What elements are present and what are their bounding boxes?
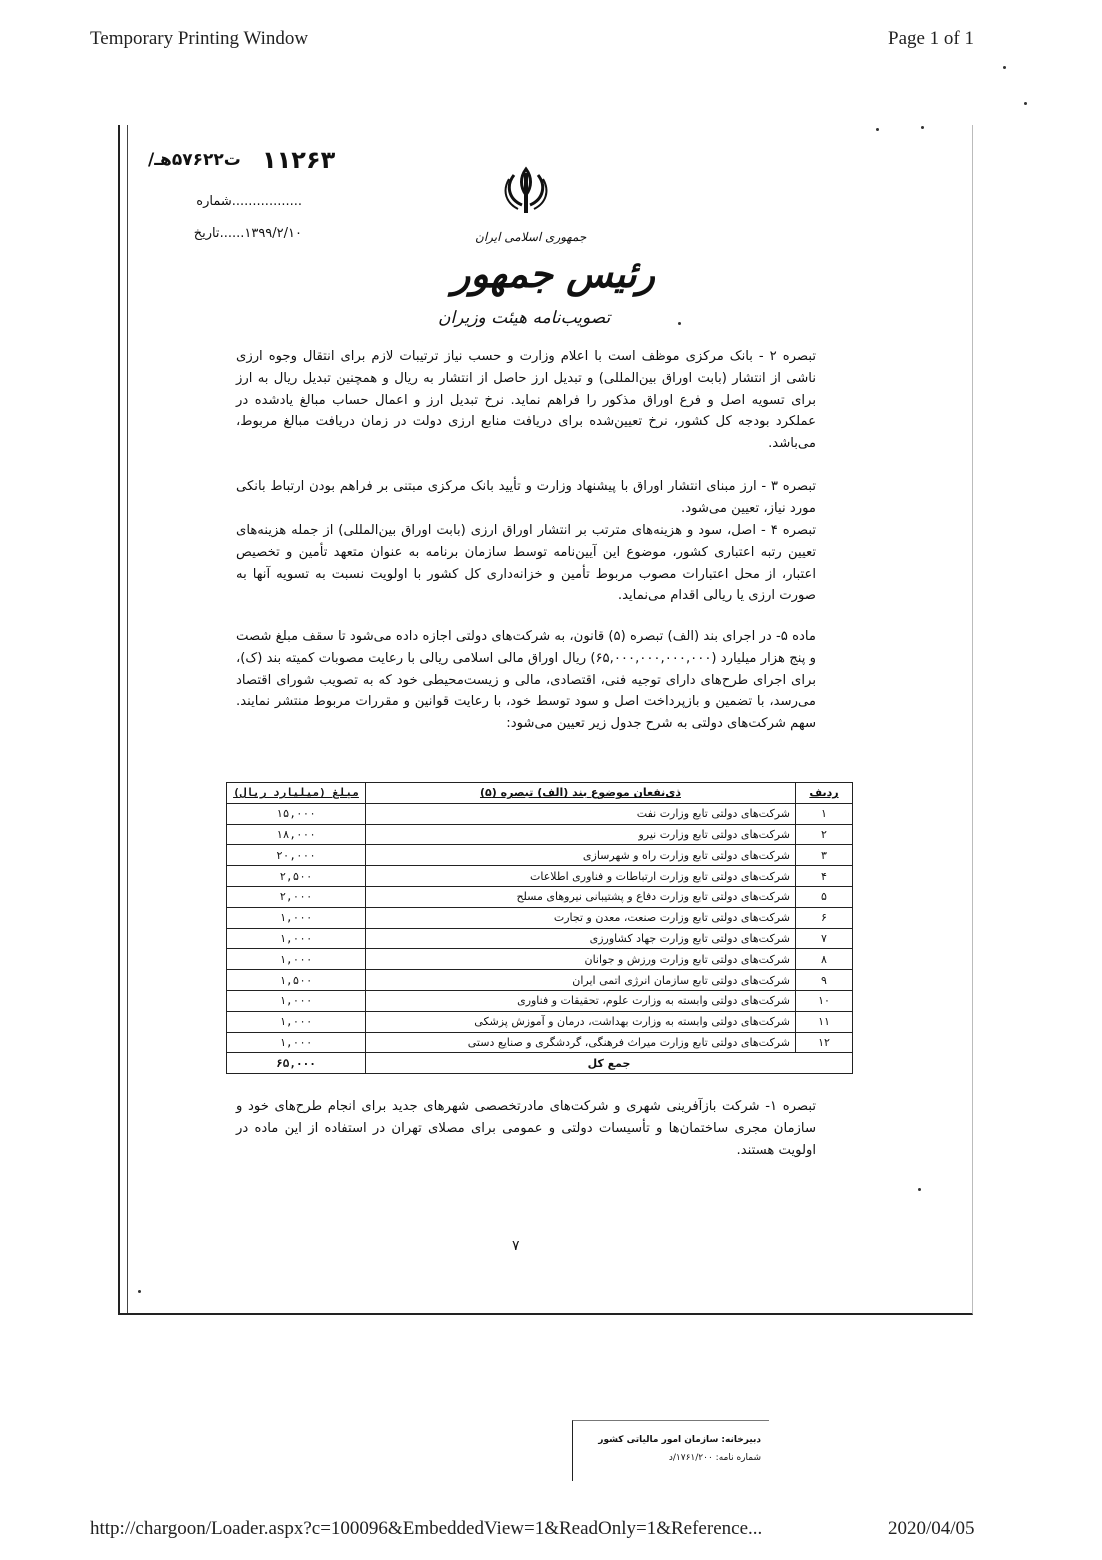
header-row-number: ردیف xyxy=(796,783,853,804)
iran-emblem-icon xyxy=(500,165,552,217)
row-number: ۶ xyxy=(796,907,853,928)
row-number: ۹ xyxy=(796,970,853,991)
beneficiary: شرکت‌های دولتی تابع سازمان انرژی اتمی ایران xyxy=(366,970,796,991)
header-amount: مبلغ (میلیارد ریال) xyxy=(227,783,366,804)
table-row xyxy=(227,949,853,970)
scan-speck xyxy=(921,126,924,129)
amount: ۲,۰۰۰ xyxy=(227,886,366,907)
total-value: ۶۵,۰۰۰ xyxy=(227,1053,366,1074)
beneficiary: شرکت‌های دولتی تابع وزارت نفت xyxy=(366,803,796,824)
row-number: ۴ xyxy=(796,866,853,887)
amount: ۱,۰۰۰ xyxy=(227,949,366,970)
table-header-row xyxy=(227,783,853,804)
date-label: تاریخ xyxy=(193,226,220,241)
beneficiary: شرکت‌های دولتی وابسته به وزارت علوم، تحقیقات و فناوری xyxy=(366,990,796,1011)
row-number: ۳ xyxy=(796,845,853,866)
president-title: رئیس جمهور xyxy=(452,252,656,296)
cabinet-caption: تصویب‌نامه هیئت وزیران xyxy=(438,308,611,328)
amount: ۱,۰۰۰ xyxy=(227,928,366,949)
amount: ۲,۵۰۰ xyxy=(227,866,366,887)
amount: ۱,۵۰۰ xyxy=(227,970,366,991)
amount: ۱,۰۰۰ xyxy=(227,1011,366,1032)
secretariat-stamp xyxy=(572,1420,769,1481)
beneficiary: شرکت‌های دولتی تابع وزارت جهاد کشاورزی xyxy=(366,928,796,949)
scan-speck xyxy=(1003,66,1006,69)
row-number: ۸ xyxy=(796,949,853,970)
beneficiary: شرکت‌های دولتی تابع وزارت راه و شهرسازی xyxy=(366,845,796,866)
paragraph-note-4: تبصره ۴ - اصل، سود و هزینه‌های مترتب بر انتشار اوراق ارزی (بابت اوراق بین‌المللی) از جمله هزینه‌های تعیین رتبه اعتباری کشور، موضوع این آیین‌نامه توسط سازمان برنامه به عنوان متعهد تأمین و تخصیص اعتبار، از محل اعتبارات مصوب مربوط تأمین و خزانه‌داری کل کشور با اولویت نسبت به تسویه آنها به صورت ارزی یا ریالی اقدام می‌نماید. xyxy=(236,523,816,604)
table-row xyxy=(227,886,853,907)
table-row xyxy=(227,866,853,887)
row-number: ۷ xyxy=(796,928,853,949)
amount: ۲۰,۰۰۰ xyxy=(227,845,366,866)
amount: ۱۵,۰۰۰ xyxy=(227,803,366,824)
scan-speck xyxy=(138,1290,141,1293)
amount: ۱۸,۰۰۰ xyxy=(227,824,366,845)
date-field: ۱۳۹۹/۲/۱۰......تاریخ xyxy=(193,226,302,241)
page-indicator: Page 1 of 1 xyxy=(888,28,975,49)
scan-speck xyxy=(876,128,879,131)
row-number: ۱ xyxy=(796,803,853,824)
row-number: ۲ xyxy=(796,824,853,845)
row-number: ۵ xyxy=(796,886,853,907)
page-url: http://chargoon/Loader.aspx?c=100096&EmbeddedView=1&ReadOnly=1&Reference... xyxy=(90,1518,763,1539)
amount: ۱,۰۰۰ xyxy=(227,907,366,928)
page-number: ۷ xyxy=(512,1238,520,1254)
table-total-row xyxy=(227,1053,853,1074)
republic-caption: جمهوری اسلامی ایران xyxy=(475,230,587,244)
row-number: ۱۱ xyxy=(796,1011,853,1032)
reference-number-big: ۱۱۲۶۳ xyxy=(262,146,336,174)
table-row xyxy=(227,803,853,824)
stamp-line-2: شماره نامه: ۱۷۶۱/۲۰۰/د xyxy=(668,1453,761,1463)
stamp-line-1: دبیرخانه: سازمان امور مالیاتی کشور xyxy=(598,1435,761,1445)
paragraph-article-5: ماده ۵- در اجرای بند (الف) تبصره (۵) قانون، به شرکت‌های دولتی اجازه داده می‌شود تا سقف مبلغ شصت و پنج هزار میلیارد (۶۵,۰۰۰,۰۰۰,۰۰۰,۰۰۰) ریال اوراق مالی اسلامی ریالی با رعایت مصوبات کمیته بند (ک)، برای اجرای طرح‌های دارای توجیه فنی، اقتصادی، مالی و زیست‌محیطی خود که به تصویب شورای اقتصاد می‌رسد، با تضمین و بازپرداخت اصل و سود توسط خود، با رعایت قوانین و مقررات مربوط منتشر نمایند. سهم شرکت‌های دولتی به شرح جدول زیر تعیین می‌شود: xyxy=(236,629,816,732)
beneficiary: شرکت‌های دولتی تابع وزارت میراث فرهنگی، گردشگری و صنایع دستی xyxy=(366,1032,796,1053)
table-row xyxy=(227,907,853,928)
table-row xyxy=(227,990,853,1011)
header-beneficiaries: ذی‌نفعان موضوع بند (الف) تبصره (۵) xyxy=(366,783,796,804)
table-row xyxy=(227,970,853,991)
beneficiary: شرکت‌های دولتی تابع وزارت ارتباطات و فناوری اطلاعات xyxy=(366,866,796,887)
allocation-table xyxy=(226,782,853,1074)
beneficiary: شرکت‌های دولتی تابع وزارت ورزش و جوانان xyxy=(366,949,796,970)
window-title: Temporary Printing Window xyxy=(90,28,309,49)
paragraph-note-2: تبصره ۲ - بانک مرکزی موظف است با اعلام وزارت و حسب نیاز ترتیبات لازم برای انتقال وجوه ارزی ناشی از انتشار (بابت اوراق بین‌المللی) و تبدیل ارز حاصل از انتشار به ریال و همچنین تبدیل ریال به ارز برای تسویه اصل و فرع اوراق مذکور را فراهم نماید. نرخ تبدیل ارز و اعمال حساب مبالغ یادشده در عملکرد بودجه کل کشور، نرخ تعیین‌شده برای دریافت منابع ارزی دولت در زمان دریافت مبالغ مربوط، می‌باشد. xyxy=(236,349,816,452)
amount: ۱,۰۰۰ xyxy=(227,990,366,1011)
reference-number: ت۵۷۶۲۲هـ/ xyxy=(148,150,241,170)
table-row xyxy=(227,928,853,949)
paragraph-note-3: تبصره ۳ - ارز مبنای انتشار اوراق با پیشنهاد وزارت و تأیید بانک مرکزی مبتنی بر فراهم بودن ارتباط بانکی مورد نیاز، تعیین می‌شود. xyxy=(236,479,817,516)
total-label: جمع کل xyxy=(366,1053,853,1074)
number-field: .................شماره xyxy=(196,194,302,209)
table-row xyxy=(227,1032,853,1053)
print-date: 2020/04/05 xyxy=(888,1518,975,1539)
number-label: شماره xyxy=(196,194,232,209)
beneficiary: شرکت‌های دولتی تابع وزارت دفاع و پشتیبانی نیروهای مسلح xyxy=(366,886,796,907)
scan-speck xyxy=(678,322,681,325)
table-row xyxy=(227,1011,853,1032)
beneficiary: شرکت‌های دولتی تابع وزارت نیرو xyxy=(366,824,796,845)
amount: ۱,۰۰۰ xyxy=(227,1032,366,1053)
beneficiary: شرکت‌های دولتی وابسته به وزارت بهداشت، درمان و آموزش پزشکی xyxy=(366,1011,796,1032)
scan-speck xyxy=(1024,102,1027,105)
frame-inner-line xyxy=(127,125,128,1313)
table-row xyxy=(227,845,853,866)
beneficiary: شرکت‌های دولتی تابع وزارت صنعت، معدن و تجارت xyxy=(366,907,796,928)
paragraph-note-1: تبصره ۱- شرکت بازآفرینی شهری و شرکت‌های مادرتخصصی شهرهای جدید برای انجام طرح‌های خود و سازمان مجری ساختمان‌ها و تأسیسات دولتی و عمومی برای مصلای تهران در استفاده از این ماده در اولویت هستند. xyxy=(236,1099,816,1158)
row-number: ۱۰ xyxy=(796,990,853,1011)
row-number: ۱۲ xyxy=(796,1032,853,1053)
table-row xyxy=(227,824,853,845)
scan-speck xyxy=(918,1188,921,1191)
date-value: ۱۳۹۹/۲/۱۰ xyxy=(244,226,302,241)
